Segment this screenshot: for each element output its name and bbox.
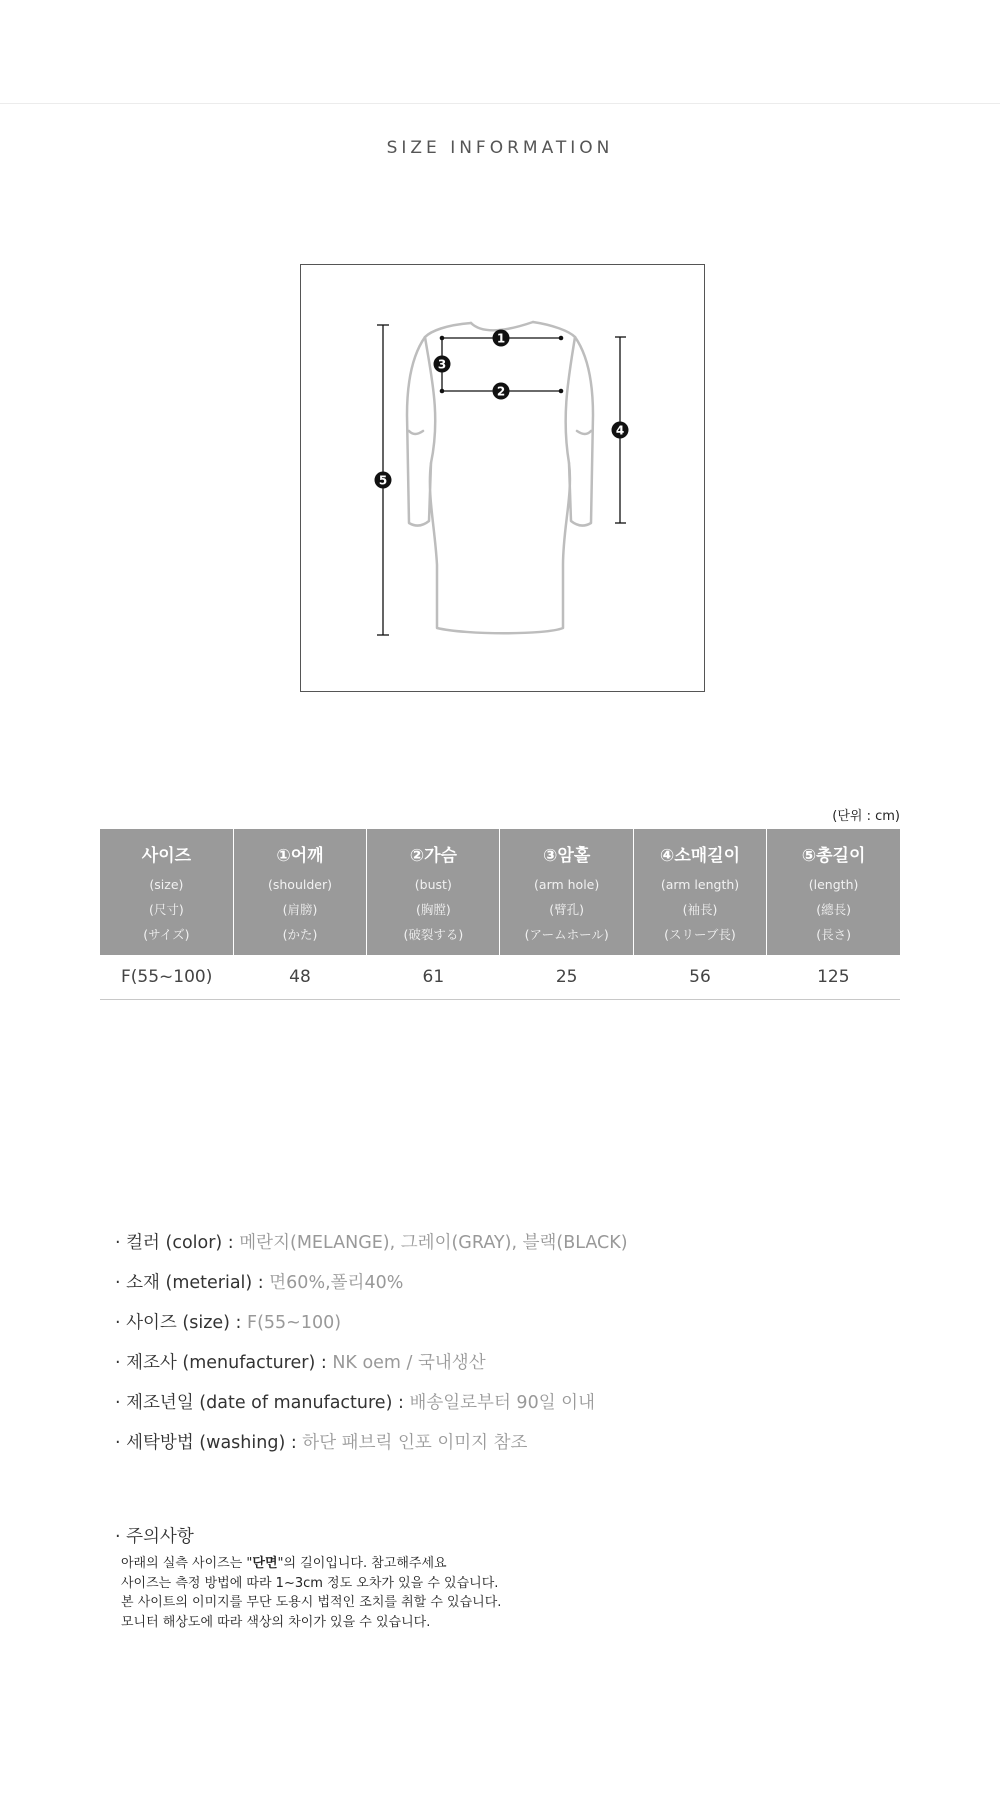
section-title: SIZE INFORMATION [386,138,614,158]
notice-text: "의 길이입니다. 참고해주세요 [277,1556,447,1571]
header-sub: (スリーブ長) [664,927,736,942]
svg-text:1: 1 [496,331,506,346]
header-main: ⑤총길이 [801,846,866,866]
header-sub: (サイズ) [143,927,190,942]
svg-text:3: 3 [437,357,447,372]
header-sub: (shoulder) [267,877,332,892]
header-sub: (アームホール) [524,927,609,942]
header-sub: (arm hole) [534,877,600,892]
header-sub: (長さ) [816,927,851,942]
notice-emphasis: 단면 [252,1556,278,1571]
cell-size: F(55~100) [100,955,233,1000]
header-main: ③암홀 [543,846,591,866]
cell-arm-hole: 25 [500,955,633,1000]
svg-text:2: 2 [496,384,506,399]
header-shoulder [233,829,366,955]
info-label: · 세탁방법 (washing) : [115,1433,303,1453]
info-label: · 소재 (meterial) : [115,1273,270,1293]
header-arm-hole [500,829,633,955]
product-info-list [115,1228,628,1468]
header-sub: (胸膛) [415,902,451,917]
header-sub: (臂孔) [549,902,585,917]
header-sub: (肩膀) [282,902,318,917]
header-main: ④소매길이 [659,846,741,866]
dress-illustration [301,265,706,693]
info-material [115,1268,628,1308]
info-washing [115,1428,628,1468]
marker-4 [612,422,629,439]
info-value: 하단 패브릭 인포 이미지 참조 [302,1433,528,1453]
header-sub: (尺寸) [149,902,184,917]
notice-section [115,1523,501,1632]
info-label: · 사이즈 (size) : [115,1313,248,1333]
notice-line: 모니터 해상도에 따라 색상의 차이가 있을 수 있습니다. [121,1614,431,1630]
info-date-of-manufacture [115,1388,628,1428]
top-divider [0,103,1000,104]
marker-5 [375,472,392,489]
header-sub: (bust) [414,877,452,892]
header-main: ②가슴 [409,846,457,866]
info-color [115,1228,628,1268]
dress-outline [407,322,593,633]
notice-line [115,1554,501,1574]
notice-line: 본 사이트의 이미지를 무단 도용시 법적인 조치를 취할 수 있습니다. [121,1595,502,1610]
svg-text:5: 5 [378,473,388,488]
info-size [115,1308,628,1348]
marker-1 [493,330,510,347]
notice-title: · 주의사항 [115,1527,194,1547]
header-sub: (破裂する) [403,927,464,942]
header-sub: (size) [149,877,184,892]
info-label: · 제조사 (menufacturer) : [115,1353,333,1373]
table-row [100,955,900,1000]
info-value: 메란지(MELANGE), 그레이(GRAY), 블랙(BLACK) [239,1233,628,1253]
info-value: 배송일로부터 90일 이내 [409,1393,595,1413]
info-label: · 제조년일 (date of manufacture) : [115,1393,410,1413]
header-sub: (length) [808,877,859,892]
info-manufacturer [115,1348,628,1388]
table-header-row [100,829,900,955]
info-value: 면60%,폴리40% [269,1273,404,1293]
marker-3 [434,356,451,373]
cell-arm-length: 56 [633,955,766,1000]
marker-2 [493,383,510,400]
size-table [100,829,900,1000]
notice-line: 사이즈는 측정 방법에 따라 1~3cm 정도 오차가 있을 수 있습니다. [121,1575,499,1591]
info-label: · 컬러 (color) : [115,1233,240,1253]
cell-bust: 61 [367,955,500,1000]
header-length [767,829,900,955]
notice-text: 아래의 실측 사이즈는 " [121,1556,253,1571]
cell-length: 125 [767,955,900,1000]
header-arm-length [633,829,766,955]
cell-shoulder: 48 [233,955,366,1000]
info-value: F(55~100) [247,1313,342,1333]
header-sub: (かた) [282,927,318,942]
size-diagram [300,264,705,692]
header-main: 사이즈 [141,846,192,866]
header-sub: (arm length) [660,877,740,892]
header-sub: (袖長) [682,902,718,917]
header-main: ①어깨 [276,846,324,866]
unit-label: (단위 : cm) [832,809,900,824]
header-sub: (總長) [816,902,851,917]
header-bust [367,829,500,955]
header-size [100,829,233,955]
svg-text:4: 4 [615,423,625,438]
info-value: NK oem / 국내생산 [332,1353,486,1373]
